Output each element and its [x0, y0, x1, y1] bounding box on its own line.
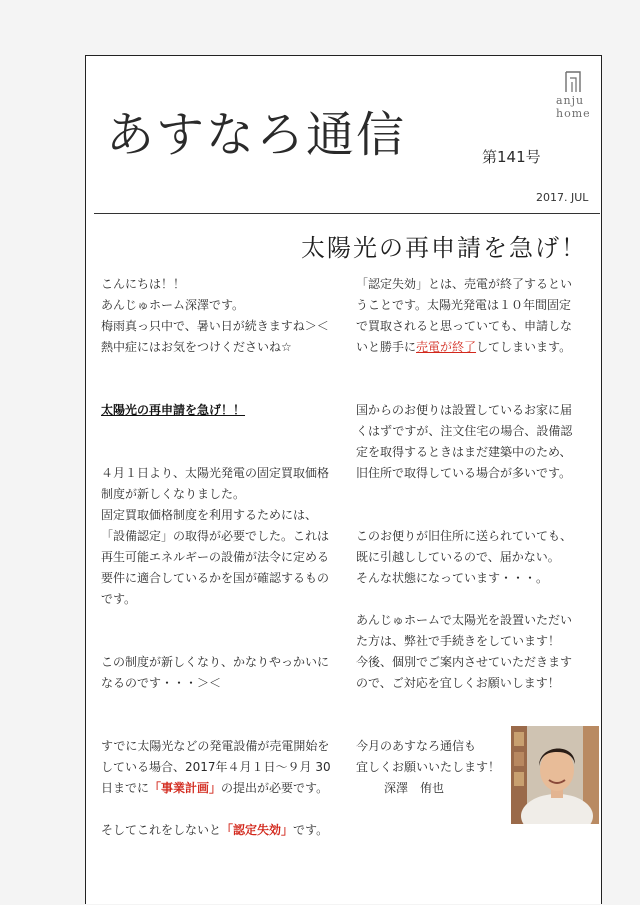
logo-text: anju home	[556, 94, 591, 120]
newsletter-page	[85, 55, 602, 904]
author-portrait	[511, 726, 599, 824]
closing-message: 今月のあすなろ通信も 宜しくお願いいたします！	[356, 739, 501, 774]
text-span: そしてこれをしないと	[101, 823, 222, 837]
body-paragraph	[356, 274, 596, 358]
left-column	[101, 274, 351, 841]
text-span: です。	[293, 823, 329, 837]
text-span: の提出が必要です。	[221, 781, 329, 795]
body-paragraph: このお便りが旧住所に送られていても、 既に引越ししているので、届かない。 そんな状態になっています・・・。	[356, 529, 573, 585]
highlight-business-plan: 「事業計画」	[149, 781, 222, 795]
newsletter-title: あすなろ通信	[106, 107, 407, 163]
body-paragraph: ４月１日より、太陽光発電の固定買取価格 制度が新しくなりました。 固定買取価格制度を利用するためには、 「設備認定」の取得が必要でした。これは 再生可能エネルギーの設備が法令に定める 要件に適合しているかを国が確認するもの です。	[101, 466, 330, 606]
section-heading	[101, 400, 351, 421]
company-logo	[556, 70, 596, 120]
body-paragraph	[101, 736, 351, 799]
body-paragraph: 国からのお便りは設置しているお家に届 くはずですが、注文住宅の場合、設備認 定を取得するときはまだ建築中のため、 旧住所で取得している場合が多いです。	[356, 403, 573, 480]
right-column	[356, 274, 596, 799]
text-span: してしまいます。	[476, 340, 572, 354]
highlight-sales-end: 売電が終了	[416, 340, 477, 354]
issue-date: 2017. JUL	[536, 191, 589, 204]
body-paragraph: この制度が新しくなり、かなりやっかいに なるのです・・・＞＜	[101, 655, 330, 690]
body-paragraph: あんじゅホームで太陽光を設置いただい た方は、弊社で手続きをしています！ 今後、個別でご案内させていただきます ので、ご対応を宜しくお願いします！	[356, 613, 573, 690]
text-span: すでに太陽光などの発電設備が売電開始を している場合、2017年４月１日～９月 30 日までに	[101, 739, 331, 795]
body-paragraph	[101, 820, 351, 841]
signature: 深澤 侑也	[384, 781, 445, 795]
author-photo	[511, 726, 599, 824]
header-divider	[94, 213, 600, 214]
article-headline: 太陽光の再申請を急げ！	[301, 234, 587, 262]
greeting-paragraph: こんにちは！！ あんじゅホーム深澤です。 梅雨真っ只中で、暑い日が続きますね＞＜ 熱中症にはお気をつけくださいね☆	[101, 277, 329, 354]
issue-number: 第141号	[482, 148, 541, 166]
anju-home-logo-icon	[564, 70, 582, 94]
text-span: 「認定失効」とは、売電が終了するとい うことです。太陽光発電は１０年間固定 で買取されると思っていても、申請しな いと勝手に	[356, 277, 573, 354]
section-heading-text: 太陽光の再申請を急げ！！	[101, 403, 246, 417]
highlight-certification-lapse: 「認定失効」	[221, 823, 294, 837]
